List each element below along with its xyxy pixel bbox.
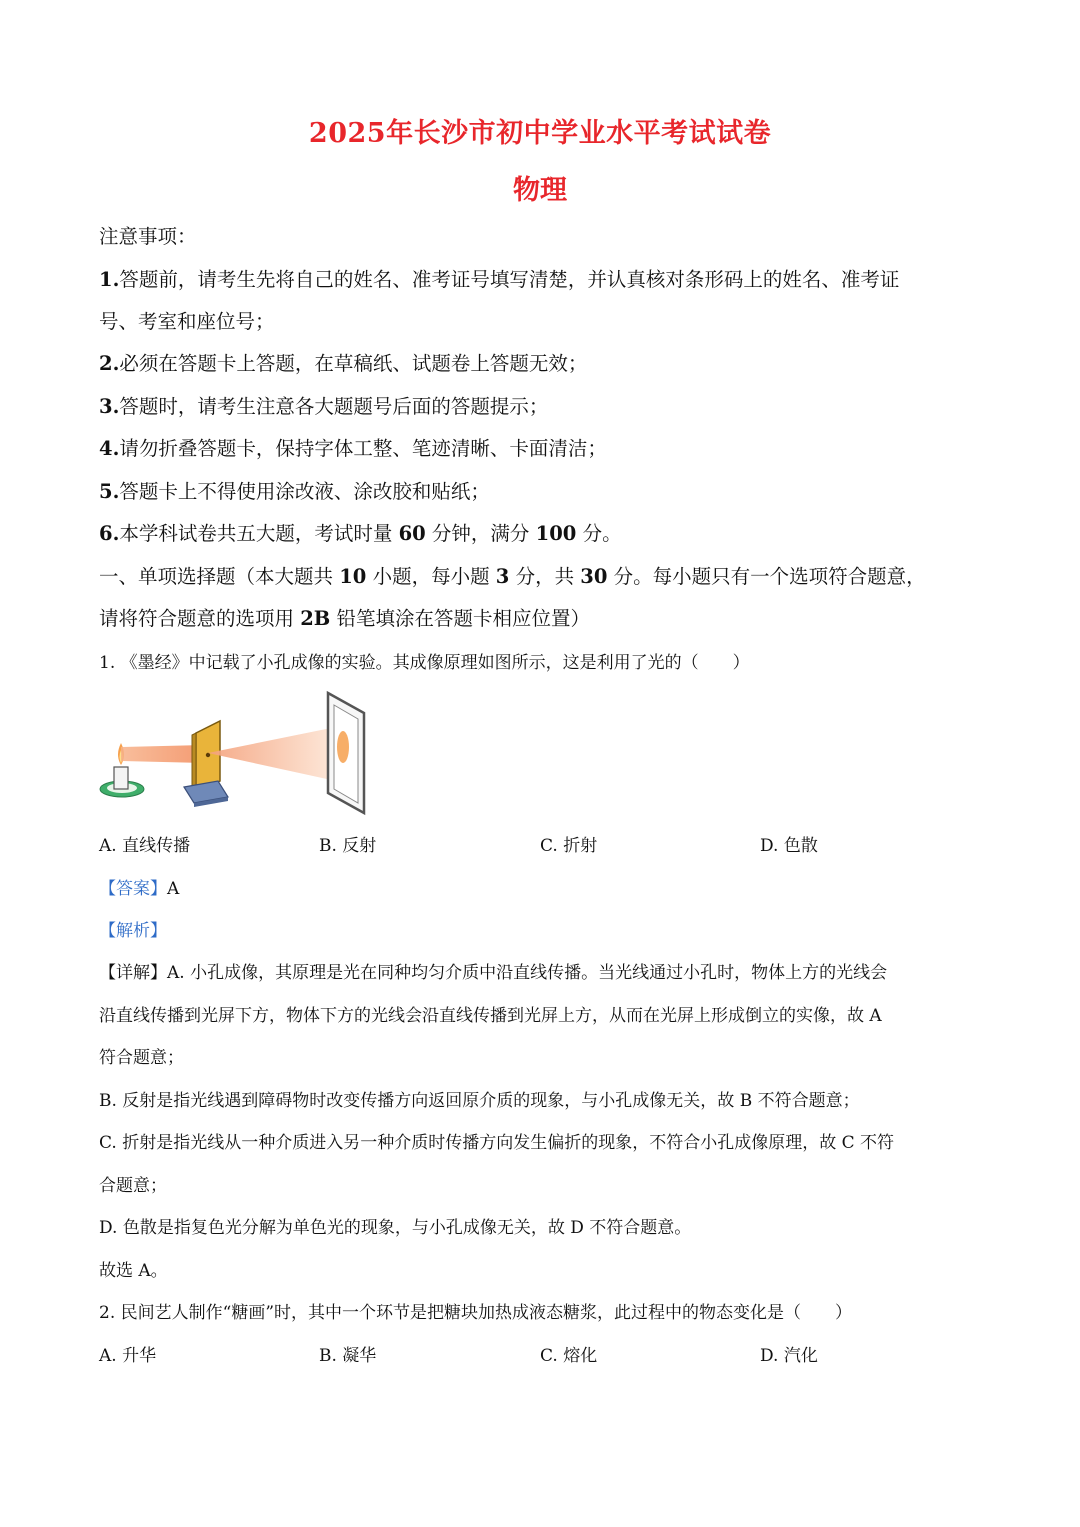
- q1-stem: 1. 《墨经》中记载了小孔成像的实验。其成像原理如图所示，这是利用了光的（ ）: [99, 653, 750, 673]
- section-text: 分，共: [515, 565, 575, 588]
- notice-heading: 注意事项：: [99, 225, 197, 248]
- notice-num: 4.: [99, 437, 120, 460]
- notice-text: 请勿折叠答题卡，保持字体工整、笔迹清晰、卡面清洁；: [119, 437, 607, 460]
- pinhole-plate: [184, 721, 228, 807]
- points-per-question: 3: [495, 565, 510, 588]
- q1-option-c: C. 折射: [540, 836, 598, 856]
- question-count: 10: [339, 565, 367, 588]
- q1-detail-line: 符合题意；: [99, 1048, 184, 1068]
- notice-text: 必须在答题卡上答题，在草稿纸、试题卷上答题无效；: [119, 352, 588, 375]
- q1-detail-line: [99, 958, 999, 983]
- q1-conclusion: 故选 A。: [99, 1261, 168, 1281]
- light-beam-out: [208, 727, 336, 781]
- q2-option-d: D. 汽化: [760, 1346, 818, 1366]
- q1-option-b: B. 反射: [319, 836, 377, 856]
- section-total: 30: [580, 565, 608, 588]
- q2-option-a: A. 升华: [99, 1346, 157, 1366]
- q1-detail-line: C. 折射是指光线从一种介质进入另一种介质时传播方向发生偏折的现象，不符合小孔成像原理，故 C 不符: [99, 1133, 895, 1153]
- q2-option-b: B. 凝华: [319, 1346, 377, 1366]
- notice-text: 本学科试卷共五大题，考试时量: [119, 522, 393, 545]
- detail-tag: 【详解】: [99, 963, 167, 983]
- notice-item-6: [99, 518, 999, 546]
- notice-num: 2.: [99, 352, 120, 375]
- section-text: 请将符合题意的选项用: [99, 607, 295, 630]
- pinhole-camera-figure: [96, 685, 376, 820]
- answer-tag: 【答案】: [99, 879, 167, 899]
- notice-item-2: [99, 348, 999, 376]
- notice-text: 答题卡上不得使用涂改液、涂改胶和贴纸；: [119, 480, 490, 503]
- notice-item-3: [99, 391, 999, 419]
- exam-title: 2025年长沙市初中学业水平考试试卷: [308, 118, 772, 149]
- notice-text: 号、考室和座位号；: [99, 310, 275, 333]
- full-score: 100: [535, 522, 577, 545]
- q1-option-a: A. 直线传播: [99, 836, 191, 856]
- notice-text: 分。: [582, 522, 622, 545]
- section-heading-line2: [99, 603, 999, 631]
- section-text: 铅笔填涂在答题卡相应位置）: [336, 607, 590, 630]
- section-text: 小题，每小题: [372, 565, 490, 588]
- detail-text: A. 小孔成像，其原理是光在同种均匀介质中沿直线传播。当光线通过小孔时，物体上方的光线会: [167, 963, 888, 983]
- answer-value: A: [167, 879, 180, 899]
- q1-detail-line: B. 反射是指光线遇到障碍物时改变传播方向返回原介质的现象，与小孔成像无关，故 B 不符合题意；: [99, 1091, 860, 1111]
- q1-detail-line: D. 色散是指复色光分解为单色光的现象，与小孔成像无关，故 D 不符合题意。: [99, 1218, 692, 1238]
- pencil-grade: 2B: [300, 607, 331, 630]
- section-text: 分。每小题只有一个选项符合题意，: [613, 565, 926, 588]
- notice-item-1: [99, 264, 999, 292]
- light-screen: [328, 693, 364, 813]
- notice-text: 答题时，请考生注意各大题题号后面的答题提示；: [119, 395, 549, 418]
- q1-analysis: [99, 916, 999, 941]
- q1-detail-line: 沿直线传播到光屏下方，物体下方的光线会沿直线传播到光屏上方，从而在光屏上形成倒立的实像，故 A: [99, 1006, 882, 1026]
- notice-num: 6.: [99, 522, 120, 545]
- section-text: 一、单项选择题（本大题共: [99, 565, 334, 588]
- q1-option-d: D. 色散: [760, 836, 818, 856]
- notice-num: 3.: [99, 395, 120, 418]
- q1-detail-line: 合题意；: [99, 1176, 167, 1196]
- q1-answer: [99, 874, 999, 899]
- notice-item-1-cont: [99, 306, 999, 334]
- section-heading-line1: [99, 561, 999, 589]
- subject-title: 物理: [513, 175, 567, 206]
- notice-item-4: [99, 433, 999, 461]
- exam-minutes: 60: [398, 522, 426, 545]
- analysis-tag: 【解析】: [99, 921, 167, 941]
- notice-item-5: [99, 476, 999, 504]
- notice-num: 5.: [99, 480, 120, 503]
- q2-option-c: C. 熔化: [540, 1346, 598, 1366]
- notice-text: 答题前，请考生先将自己的姓名、准考证号填写清楚，并认真核对条形码上的姓名、准考证: [119, 268, 900, 291]
- notice-num: 1.: [99, 268, 120, 291]
- q2-stem: 2. 民间艺人制作“糖画”时，其中一个环节是把糖块加热成液态糖浆，此过程中的物态变化是（ ）: [99, 1303, 853, 1323]
- notice-text: 分钟，满分: [431, 522, 530, 545]
